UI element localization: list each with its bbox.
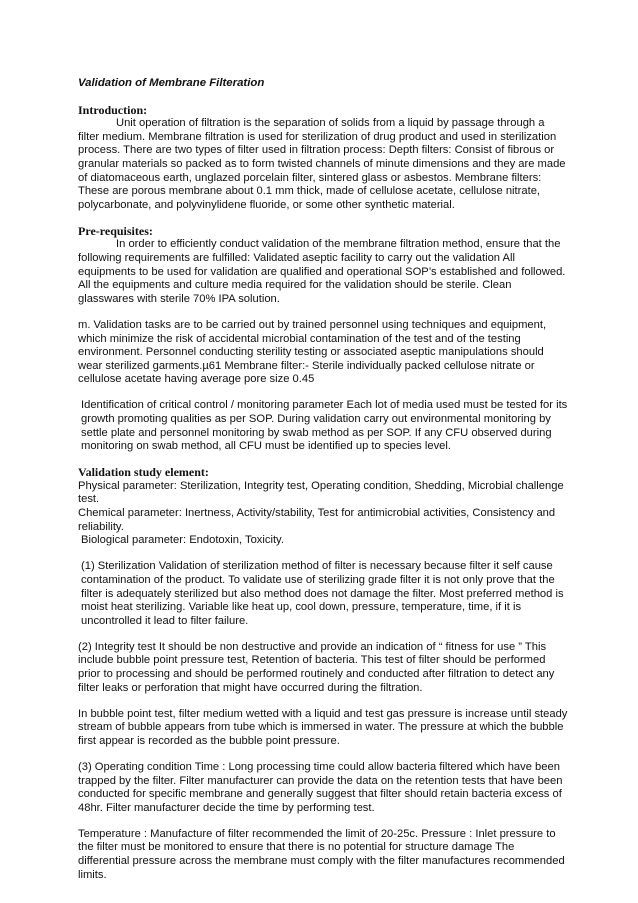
prerequisites-body: In order to efficiently conduct validation of the membrane filtration method, ensure that the following requirements are fulfilled: Validated aseptic facility to carry out the validation All equipments to be used for validation are qualified and operational SOP’s established and followed. All the equipments and culture media required for the validation should be sterile. Clean glasswares with sterile 70% IPA solution.	[78, 238, 566, 305]
paragraph-temperature: Temperature : Manufacture of filter recommended the limit of 20-25c. Pressure : Inlet pressure to the filter must be monitored to ensure that there is no potential for structure damage The differential pressure across the membrane must comply with the filter manufactures recommended limits.	[78, 827, 565, 881]
paragraph-identification: Identification of critical control / monitoring parameter Each lot of media used must be tested for its growth promoting qualities as per SOP. During validation carry out environmental monitoring by settle plate and personnel monitoring by swab method as per SOP. If any CFU observed during monitoring on swab method, all CFU must be identified up to species level.	[81, 399, 568, 453]
chemical-parameter: Chemical parameter: Inertness, Activity/stability, Test for antimicrobial activities, Consistency and reliability.	[78, 507, 556, 533]
biological-parameter: Biological parameter: Endotoxin, Toxicity.	[81, 534, 284, 547]
paragraph-bubble-point: In bubble point test, filter medium wetted with a liquid and test gas pressure is increase until steady stream of bubble appears from tube which is immersed in water. The pressure at which the bubble first appear is recorded as the bubble point pressure.	[78, 707, 568, 747]
paragraph-operating-condition: (3) Operating condition Time : Long processing time could allow bacteria filtered which have been trapped by the filter. Filter manufacturer can provide the data on the retention tests that have been conducted for specific membrane and generally suggest that filter should retain bacteria excess of 48hr. Filter manufacturer decide the time by performing test.	[78, 760, 563, 814]
validation-study-heading: Validation study element:	[78, 465, 209, 480]
document-title: Validation of Membrane Filteration	[78, 77, 265, 89]
prerequisites-section	[78, 225, 568, 307]
document-page	[78, 66, 568, 895]
paragraph-sterilization: (1) Sterilization Validation of sterilization method of filter is necessary because filter it self cause contamination of the product. To validate use of sterilizing grade filter it is not only prove that the filter is adequately sterilized but also method does not damage the filter. Most preferred method is moist heat sterilizing. Variable like heat up, cool down, pressure, temperature, time, if it is uncontrolled it lead to filter failure.	[81, 560, 564, 627]
paragraph-integrity-test: (2) Integrity test It should be non destructive and provide an indication of “ fitness for use ” This include bubble point pressure test, Retention of bacteria. This test of filter should be performed prior to processing and should be performed routinely and conducted after filtration to detect any filter leaks or perforation that might have occurred during the filtration.	[78, 640, 555, 694]
physical-parameter: Physical parameter: Sterilization, Integrity test, Operating condition, Shedding, Microbial challenge test.	[78, 479, 564, 506]
validation-study-section	[78, 466, 568, 548]
paragraph-validation-tasks: m. Validation tasks are to be carried out by trained personnel using techniques and equipment, which minimize the risk of accidental microbial contamination of the test and of the testing environment. Personnel conducting sterility testing or associated aseptic manipulations should wear sterilized garments.µ61 Membrane filter:- Sterile individually packed cellulose nitrate or cellulose acetate having average pore size 0.45	[78, 318, 547, 386]
introduction-section	[78, 104, 568, 213]
introduction-body: Unit operation of filtration is the separation of solids from a liquid by passage through a filter medium. Membrane filtration is used for sterilization of drug product and used in sterilization process. There are two types of filter used in filtration process: Depth filters: Consist of fibrous or granular materials so packed as to form twisted channels of minute dimensions and they are made of diatomaceous earth, unglazed porcelain filter, sintered glass or asbestos. Membrane filters: These are porous membrane about 0.1 mm thick, made of cellulose acetate, cellulose nitrate, polycarbonate, and polyvinylidene fluoride, or some other synthetic material.	[78, 117, 566, 211]
introduction-heading: Introduction:	[78, 102, 148, 117]
prerequisites-heading: Pre-requisites:	[78, 223, 153, 238]
